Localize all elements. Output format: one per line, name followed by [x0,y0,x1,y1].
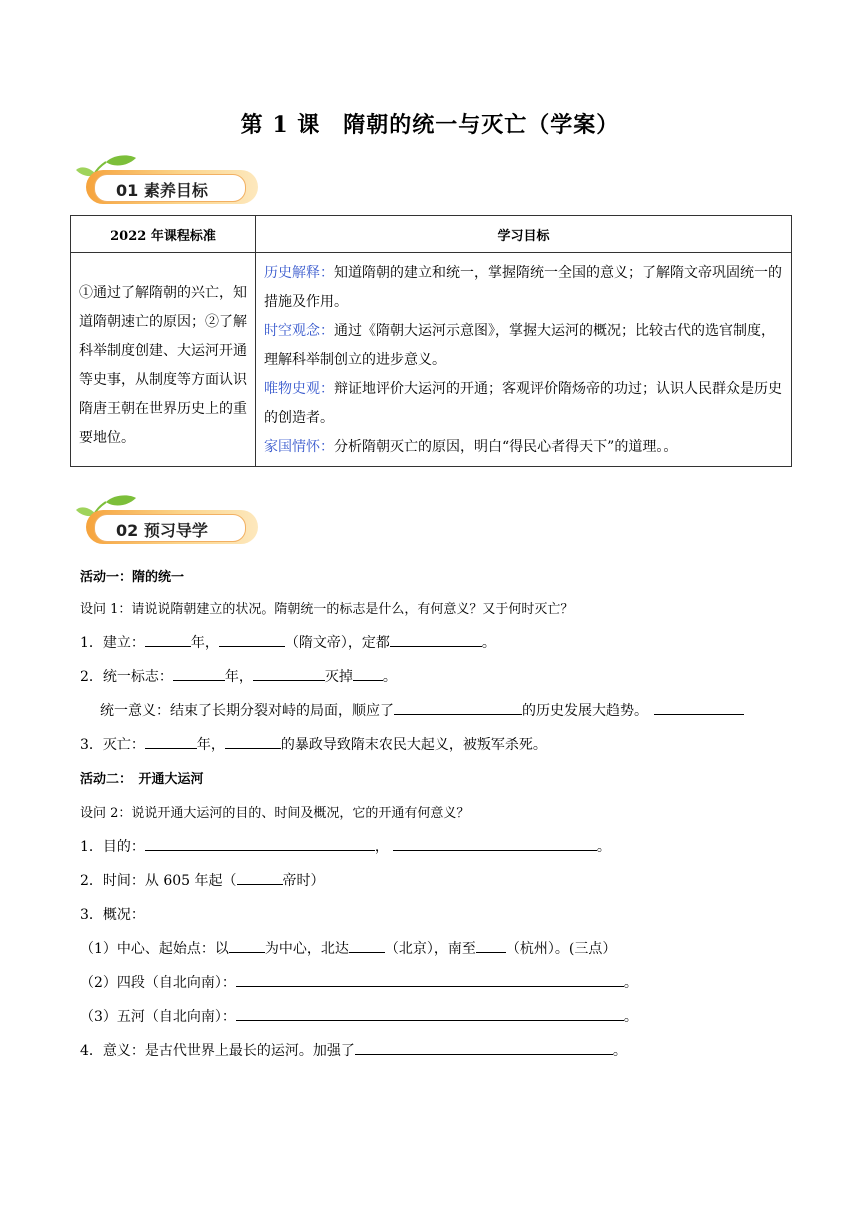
blank[interactable] [253,666,325,681]
blank[interactable] [173,666,225,681]
blank[interactable] [145,632,191,647]
blank[interactable] [394,700,522,715]
goal-text: 知道隋朝的建立和统一，掌握隋统一全国的意义；了解隋文帝巩固统一的措施及作用。 [264,265,782,310]
goal-text: 辩证地评价大运河的开通；客观评价隋炀帝的功过；认识人民群众是历史的创造者。 [264,381,782,426]
goal-text: 分析隋朝灭亡的原因，明白“得民心者得天下”的道理。。 [334,439,678,455]
goal-tag: 时空观念： [264,323,334,339]
blank[interactable] [654,700,744,715]
blank[interactable] [236,1006,624,1021]
section-badge-preview [72,492,262,554]
goal-item [264,259,783,317]
blank[interactable] [236,972,624,987]
goal-tag: 历史解释： [264,265,334,281]
table-header-standard: 2022 年课程标准 [71,216,256,253]
blank[interactable] [393,836,597,851]
a1-line-unify: 2．统一标志： 年， 灭掉 。 [80,666,397,686]
blank[interactable] [237,870,283,885]
standard-text: ①通过了解隋朝的兴亡，知道隋朝速亡的原因；②了解科举制度创建、大运河开通等史事，从制度等方面认识隋唐王朝在世界历史上的重要地位。 [71,253,256,467]
goals-cell [256,253,792,467]
activity2-heading: 活动二： 开通大运河 [80,772,204,787]
goal-tag: 家国情怀： [264,439,334,455]
a2-line-rivers: （3）五河（自北向南）： 。 [80,1006,638,1026]
a2-line-purpose: 1．目的： ， 。 [80,836,611,856]
blank[interactable] [353,666,383,681]
goal-text: 通过《隋朝大运河示意图》，掌握大运河的概况；比较古代的选官制度，理解科举制创立的进步意义。 [264,323,775,368]
blank[interactable] [219,632,285,647]
goal-item [264,317,783,375]
goal-item [264,375,783,433]
a2-line-time: 2．时间：从 605 年起（ 帝时） [80,870,325,890]
blank[interactable] [349,938,385,953]
blank[interactable] [390,632,482,647]
page-title: 第 1 课 隋朝的统一与灭亡（学案） [240,112,620,138]
a2-line-center: （1）中心、起始点：以 为中心，北达 （北京），南至 （杭州）。(三点） [80,938,616,958]
table-header-goals: 学习目标 [256,216,792,253]
goal-tag: 唯物史观： [264,381,334,397]
section-badge-goals [72,152,262,214]
section-label: 01 素养目标 [116,181,208,200]
goals-table [70,215,792,467]
a2-line-significance: 4．意义：是古代世界上最长的运河。加强了 。 [80,1040,627,1060]
blank[interactable] [355,1040,613,1055]
blank[interactable] [145,734,197,749]
blank[interactable] [476,938,506,953]
section-label: 02 预习导学 [116,521,208,540]
a1-line-fall: 3．灭亡： 年， 的暴政导致隋末农民大起义，被叛军杀死。 [80,734,547,754]
activity2-question: 设问 2：说说开通大运河的目的、时间及概况，它的开通有何意义？ [80,806,470,821]
a1-line-establish: 1．建立： 年， （隋文帝），定都 。 [80,632,496,652]
blank[interactable] [229,938,265,953]
blank[interactable] [225,734,281,749]
a2-line-sections: （2）四段（自北向南）： 。 [80,972,638,992]
a2-line-overview: 3．概况： [80,907,145,923]
activity1-question: 设问 1：请说说隋朝建立的状况。隋朝统一的标志是什么，有何意义？又于何时灭亡？ [80,602,574,617]
a1-line-meaning: 统一意义：结束了长期分裂对峙的局面，顺应了 的历史发展大趋势。 [100,700,744,720]
blank[interactable] [145,836,375,851]
activity1-heading: 活动一：隋的统一 [80,570,185,585]
goal-item [264,433,783,462]
